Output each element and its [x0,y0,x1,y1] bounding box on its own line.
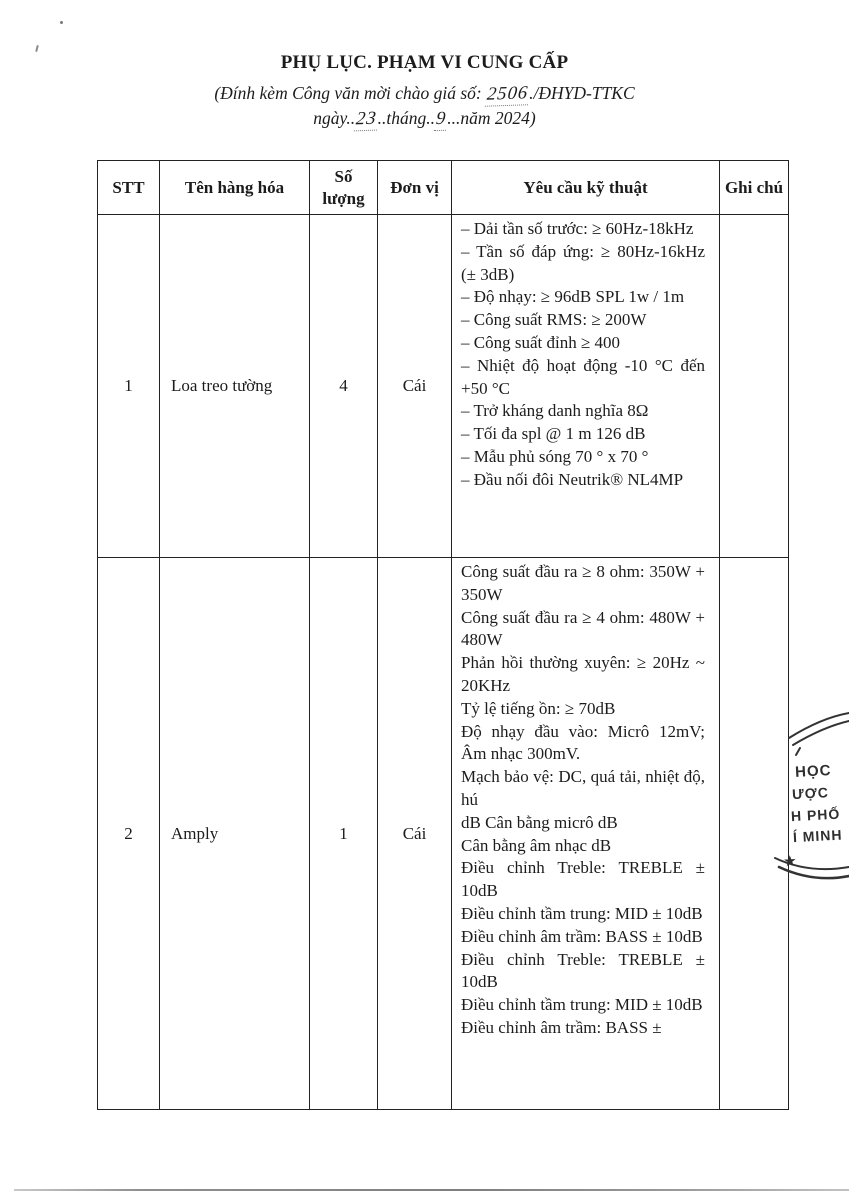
ink-stamp-fragment [753,698,849,888]
spec-line: Điều chỉnh âm trầm: BASS ± 10dB [461,926,703,946]
page-title: PHỤ LỤC. PHẠM VI CUNG CẤP [280,52,569,73]
row2-unit: Cái [378,558,452,1109]
spec-line: Mạch bảo vệ: DC, quá tải, nhiệt độ, hú [461,767,705,809]
row1-specs [452,215,720,558]
stamp-star-icon: ★ [783,852,797,869]
stamp-line-3: H PHỐ [790,805,841,825]
spec-line: – Tần số đáp ứng: ≥ 80Hz-16kHz (± 3dB) [461,241,705,284]
scan-speck [60,21,63,24]
spec-line: – Tối đa spl @ 1 m 126 dB [461,424,646,444]
row2-specs [452,558,720,1109]
subtitle1-prefix: (Đính kèm Công văn mời chào giá số: [214,83,487,103]
spec-line: – Công suất RMS: ≥ 200W [461,310,647,330]
spec-line: – Công suất đỉnh ≥ 400 [461,332,621,352]
row2-stt: 2 [98,558,160,1109]
spec-line: Độ nhạy đầu vào: Micrô 12mV; Âm nhạc 300mV. [461,721,705,764]
subtitle1-suffix: ./ĐHYD-TTKC [529,83,635,103]
spec-line: dB Cân bằng micrô dB [461,812,618,832]
row1-stt: 1 [98,215,160,558]
page-scan-edge-line [14,1189,849,1191]
row1-unit: Cái [378,215,452,558]
handwritten-day: 23 [354,109,379,132]
col-header-ghi-chu: Ghi chú [720,161,788,215]
spec-line: Điều chỉnh Treble: TREBLE ± 10dB [461,949,705,992]
col-header-yeu-cau-ky-thuat: Yêu cầu kỹ thuật [452,161,720,215]
spec-line: – Đầu nối đôi Neutrik® NL4MP [461,469,684,489]
subtitle-line-1 [0,83,849,106]
spec-line: Điều chỉnh âm trầm: BASS ± [461,1017,662,1037]
spec-line: – Mẫu phủ sóng 70 ° x 70 ° [461,446,649,466]
supply-scope-table [97,160,789,1110]
stamp-rim-top-outer [789,713,849,738]
spec-line: Công suất đầu ra ≥ 4 ohm: 480W + 480W [461,607,705,650]
subtitle2-part1: ngày.. [313,108,356,128]
document-header [0,52,849,133]
row1-note [720,215,788,558]
col-header-don-vi: Đơn vị [378,161,452,215]
spec-line: – Trở kháng danh nghĩa 8Ω [461,401,649,421]
handwritten-month: 9 [434,109,449,131]
spec-line: Điều chỉnh tầm trung: MID ± 10dB [461,995,703,1015]
row1-name: Loa treo tường [160,215,310,558]
spec-line: Phản hồi thường xuyên: ≥ 20Hz ~ 20KHz [461,653,705,695]
spec-line: – Độ nhạy: ≥ 96dB SPL 1w / 1m [461,287,685,307]
row1-quantity: 4 [310,215,378,558]
stamp-rim-top-inner [793,721,849,745]
subtitle-line-2 [0,108,849,131]
spec-line: Công suất đầu ra ≥ 8 ohm: 350W + 350W [461,562,705,604]
spec-line: – Dải tần số trước: ≥ 60Hz-18kHz [461,219,694,238]
stamp-line-2: ƯỢC [791,784,830,803]
subtitle2-part3: ...năm 2024) [447,108,536,128]
stamp-tick [796,748,800,755]
col-header-stt: STT [98,161,160,215]
col-header-so-luong: Số lượng [310,161,378,215]
spec-line: Điều chỉnh Treble: TREBLE ± 10dB [461,858,705,901]
stamp-text-block [779,762,844,869]
spec-line: Cân bằng âm nhạc dB [461,835,612,855]
stamp-line-4: Í MINH [792,826,843,846]
spec-line: Tỷ lệ tiếng ồn: ≥ 70dB [461,698,616,718]
spec-line: – Nhiệt độ hoạt động -10 °C đến +50 °C [461,355,705,398]
spec-line: Điều chỉnh tầm trung: MID ± 10dB [461,903,703,923]
stamp-line-1: HỌC [794,761,832,781]
row2-name: Amply [160,558,310,1109]
subtitle2-part2: ..tháng.. [377,108,435,128]
row2-quantity: 1 [310,558,378,1109]
handwritten-document-number: 2506 [485,83,531,106]
col-header-ten-hang-hoa: Tên hàng hóa [160,161,310,215]
